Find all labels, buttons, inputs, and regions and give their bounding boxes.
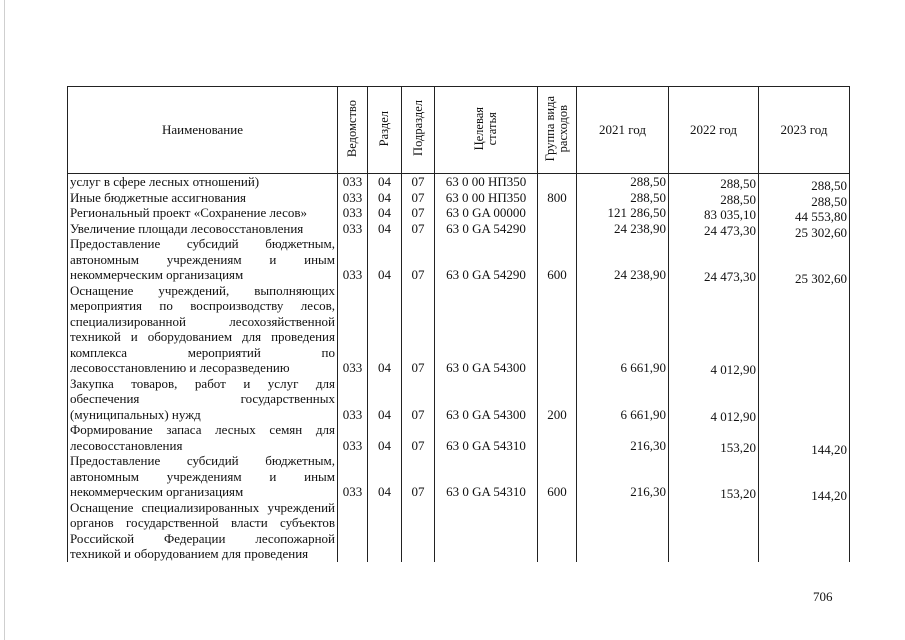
cell-2023 — [759, 283, 850, 376]
cell-name: Предоставление субсидий бюджетным, автономным учреждениям и иным некоммерческим организациям — [68, 236, 338, 283]
cell-2021-value: 288,50 — [630, 174, 666, 189]
cell-2022-value: 4 012,90 — [710, 362, 756, 377]
cell-celevaya: 63 0 00 НП350 — [435, 174, 538, 190]
col-vedomstvo-label: Ведомство — [345, 99, 359, 157]
cell-2022-value: 153,20 — [720, 486, 756, 501]
cell-vedomstvo — [338, 500, 368, 562]
col-podrazdel-label: Подраздел — [410, 100, 425, 157]
cell-razdel: 04 — [368, 283, 402, 376]
table-row — [68, 500, 850, 562]
cell-vedomstvo: 033 — [338, 174, 368, 190]
cell-2021-value: 216,30 — [630, 484, 666, 499]
cell-2021-value: 288,50 — [630, 189, 666, 205]
cell-2021 — [577, 236, 669, 283]
cell-name: Формирование запаса лесных семян для лесовосстановления — [68, 422, 338, 453]
cell-2022-value: 24 473,30 — [704, 269, 756, 284]
cell-2021 — [577, 190, 669, 206]
cell-vedomstvo: 033 — [338, 376, 368, 423]
cell-podrazdel — [402, 500, 435, 562]
cell-name: Предоставление субсидий бюджетным, автономным учреждениям и иным некоммерческим организациям — [68, 453, 338, 500]
cell-vedomstvo: 033 — [338, 221, 368, 237]
cell-2021-value: 6 661,90 — [620, 406, 666, 422]
cell-2022 — [669, 500, 759, 562]
cell-name: Закупка товаров, работ и услуг для обеспечения государственных (муниципальных) нужд — [68, 376, 338, 423]
cell-2023 — [759, 422, 850, 457]
budget-table — [67, 86, 850, 562]
cell-celevaya: 63 0 GA 54310 — [435, 453, 538, 500]
cell-gruppa — [538, 174, 577, 190]
cell-name: услуг в сфере лесных отношений) — [68, 174, 338, 190]
cell-2021 — [577, 221, 669, 237]
cell-2021 — [577, 500, 669, 562]
col-celevaya-label: Целевая статья — [472, 106, 499, 150]
page-number: 706 — [813, 589, 833, 604]
table-row — [68, 236, 850, 283]
cell-gruppa — [538, 221, 577, 237]
col-gruppa-label: Группа вида расходов — [543, 95, 570, 161]
cell-podrazdel: 07 — [402, 376, 435, 423]
cell-podrazdel: 07 — [402, 205, 435, 221]
col-razdel-label: Раздел — [377, 110, 391, 146]
cell-2023-value: 144,20 — [811, 441, 847, 457]
cell-celevaya — [435, 500, 538, 562]
table-row — [68, 205, 850, 221]
cell-name: Оснащение учреждений, выполняющих мероприятия по воспроизводству лесов, специализированной лесохозяйственной техникой и оборудованием для проведения комплекса мероприятий по лесовосстановлению и лесоразведению — [68, 283, 338, 376]
cell-celevaya: 63 0 GA 00000 — [435, 205, 538, 221]
cell-gruppa — [538, 283, 577, 376]
col-2022-header — [669, 87, 759, 174]
cell-2022-value: 288,50 — [720, 176, 756, 191]
cell-2021-value: 6 661,90 — [620, 360, 666, 375]
cell-2021 — [577, 376, 669, 423]
col-name-header — [68, 87, 338, 174]
cell-2021 — [577, 283, 669, 376]
cell-vedomstvo: 033 — [338, 283, 368, 376]
table-row — [68, 221, 850, 237]
cell-2022-value: 4 012,90 — [710, 408, 756, 424]
cell-gruppa — [538, 500, 577, 562]
col-celevaya-header — [435, 87, 538, 174]
table-row — [68, 453, 850, 500]
cell-vedomstvo: 033 — [338, 205, 368, 221]
cell-2023 — [759, 500, 850, 562]
cell-2022 — [669, 205, 759, 221]
cell-2022 — [669, 453, 759, 500]
col-2023-label: 2023 год — [780, 122, 828, 138]
cell-razdel: 04 — [368, 205, 402, 221]
col-razdel-header — [368, 87, 402, 174]
cell-razdel: 04 — [368, 422, 402, 453]
col-name-label: Наименование — [162, 122, 243, 138]
cell-2023 — [759, 376, 850, 423]
cell-2022 — [669, 221, 759, 237]
cell-2022 — [669, 236, 759, 283]
cell-2022-value: 288,50 — [720, 191, 756, 207]
cell-celevaya: 63 0 GA 54300 — [435, 376, 538, 423]
cell-2022-value: 153,20 — [720, 439, 756, 455]
cell-2023-value: 288,50 — [811, 193, 847, 209]
cell-gruppa: 600 — [538, 453, 577, 500]
cell-razdel: 04 — [368, 236, 402, 283]
cell-2021-value: 121 286,50 — [607, 205, 666, 220]
cell-2022 — [669, 190, 759, 206]
table-row — [68, 376, 850, 423]
cell-podrazdel: 07 — [402, 190, 435, 206]
cell-podrazdel: 07 — [402, 174, 435, 190]
cell-razdel: 04 — [368, 174, 402, 190]
col-podrazdel-header — [402, 87, 435, 174]
cell-podrazdel: 07 — [402, 236, 435, 283]
cell-2021 — [577, 453, 669, 500]
col-vedomstvo-header — [338, 87, 368, 174]
cell-2021 — [577, 422, 669, 453]
cell-name: Увеличение площади лесовосстановления — [68, 221, 338, 237]
cell-2022 — [669, 174, 759, 190]
cell-razdel: 04 — [368, 221, 402, 237]
cell-2023-value: 144,20 — [811, 488, 847, 503]
cell-2023 — [759, 174, 850, 193]
cell-razdel: 04 — [368, 376, 402, 423]
cell-2021 — [577, 174, 669, 190]
cell-celevaya: 63 0 00 НП350 — [435, 190, 538, 206]
cell-2021-value: 24 238,90 — [614, 220, 666, 236]
table-row — [68, 283, 850, 376]
cell-2023-value: 25 302,60 — [795, 224, 847, 240]
cell-gruppa: 200 — [538, 376, 577, 423]
table-row — [68, 190, 850, 206]
cell-2023-value: 44 553,80 — [795, 209, 847, 224]
cell-2021 — [577, 205, 669, 221]
cell-vedomstvo: 033 — [338, 453, 368, 500]
cell-2022 — [669, 422, 759, 453]
cell-2023-value: 25 302,60 — [795, 271, 847, 286]
cell-podrazdel: 07 — [402, 221, 435, 237]
cell-gruppa — [538, 422, 577, 453]
cell-2021-value: 24 238,90 — [614, 267, 666, 282]
cell-podrazdel: 07 — [402, 422, 435, 453]
cell-razdel — [368, 500, 402, 562]
col-2021-label: 2021 год — [599, 122, 646, 138]
cell-2022 — [669, 283, 759, 376]
cell-celevaya: 63 0 GA 54290 — [435, 221, 538, 237]
scan-edge — [4, 0, 5, 640]
col-2021-header — [577, 87, 669, 174]
cell-name: Иные бюджетные ассигнования — [68, 190, 338, 206]
cell-vedomstvo: 033 — [338, 422, 368, 453]
cell-name: Оснащение специализированных учреждений органов государственной власти субъектов Российской Федерации лесопожарной техникой и оборудованием для проведения — [68, 500, 338, 562]
col-gruppa-header — [538, 87, 577, 174]
cell-vedomstvo: 033 — [338, 236, 368, 283]
table-row — [68, 174, 850, 190]
cell-name: Региональный проект «Сохранение лесов» — [68, 205, 338, 221]
col-2022-label: 2022 год — [690, 122, 737, 138]
cell-2022-value: 24 473,30 — [704, 222, 756, 238]
cell-gruppa: 600 — [538, 236, 577, 283]
cell-celevaya: 63 0 GA 54300 — [435, 283, 538, 376]
cell-gruppa: 800 — [538, 190, 577, 206]
cell-celevaya: 63 0 GA 54290 — [435, 236, 538, 283]
cell-gruppa — [538, 205, 577, 221]
cell-2022 — [669, 376, 759, 423]
cell-vedomstvo: 033 — [338, 190, 368, 206]
cell-2023-value: 288,50 — [811, 178, 847, 193]
cell-razdel: 04 — [368, 190, 402, 206]
cell-2021-value: 216,30 — [630, 437, 666, 453]
cell-razdel: 04 — [368, 453, 402, 500]
cell-podrazdel: 07 — [402, 453, 435, 500]
cell-celevaya: 63 0 GA 54310 — [435, 422, 538, 453]
col-2023-header — [759, 87, 850, 174]
cell-2023 — [759, 236, 850, 286]
cell-2023 — [759, 453, 850, 503]
cell-2022-value: 83 035,10 — [704, 207, 756, 222]
table-row — [68, 422, 850, 453]
table-header — [68, 87, 850, 174]
cell-podrazdel: 07 — [402, 283, 435, 376]
